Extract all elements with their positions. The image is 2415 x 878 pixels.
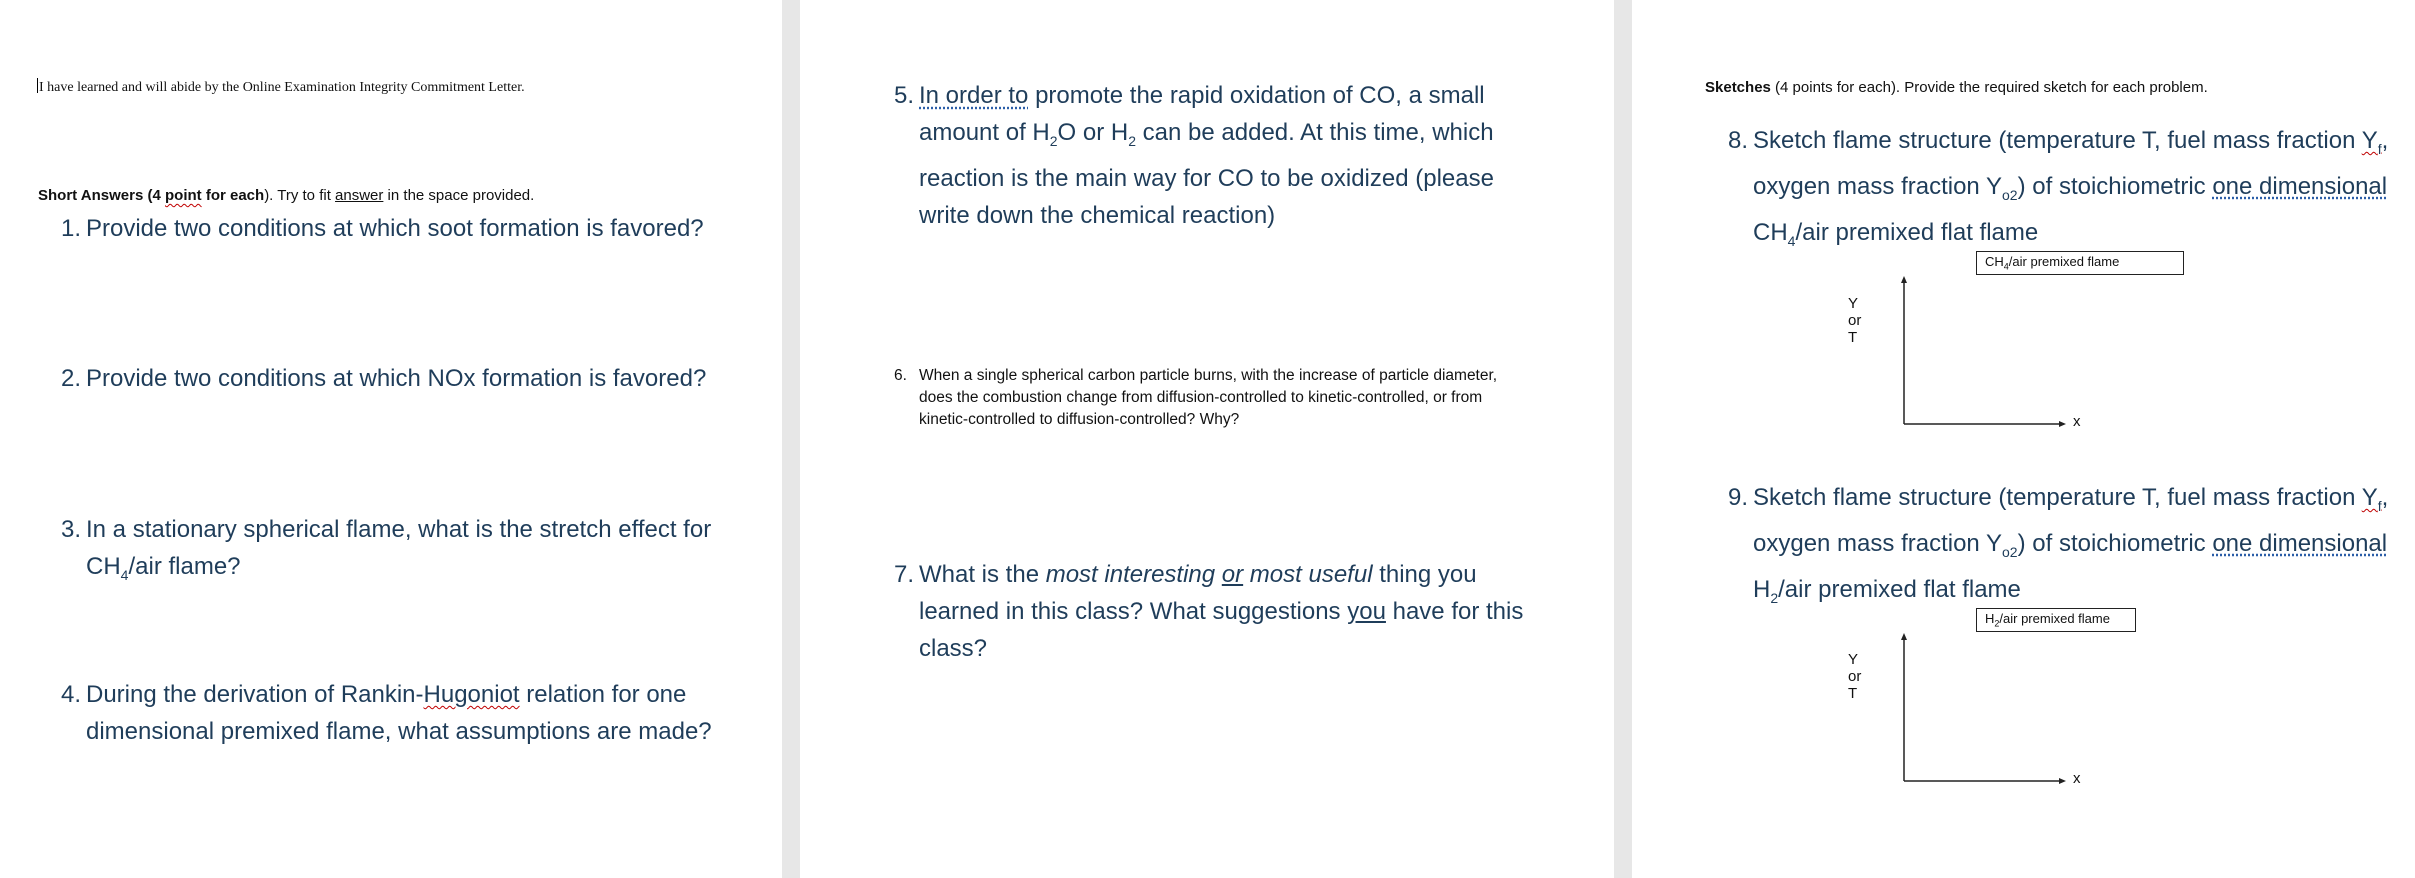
sketch-caption: $H_2$/air premixed flame xyxy=(1976,608,2136,632)
y-axis-label: Y or T xyxy=(1848,651,1862,702)
question-4: 4. During the derivation of Rankin-Hugoniot relation for one dimensional premixed flame, what assumptions are made? xyxy=(61,681,712,745)
question-5: 5. In order to promote the rapid oxidation of CO, a small amount of $H_2O$ or $H_2$ can be added. At this time, which reaction is the main way for CO to be oxidized (please write down the chemical reaction) xyxy=(894,82,1494,229)
question-1: 1. Provide two conditions at which soot formation is favored? xyxy=(61,215,704,242)
text-cursor xyxy=(37,78,38,93)
x-axis-label: x xyxy=(2073,770,2081,787)
x-axis-label: x xyxy=(2073,413,2081,430)
question-6: 6. When a single spherical carbon particle burns, with the increase of particle diameter, does the combustion change from diffusion-controlled to kinetic-controlled, or from kinetic-controlled to diffusion-controlled? Why? xyxy=(894,367,1498,428)
question-3: 3. In a stationary spherical flame, what is the stretch effect for $CH_4$/air flame? xyxy=(61,516,712,583)
document-page-3 xyxy=(1632,0,2415,878)
question-9: 9. Sketch flame structure (temperature T, fuel mass fraction $Y_f$, oxygen mass fraction $Y_{o2}$) of stoichiometric one dimensional $H_2$/air premixed flat flame xyxy=(1728,484,2389,606)
integrity-statement: I have learned and will abide by the Online Examination Integrity Commitment Letter. xyxy=(39,80,525,95)
sketch-caption: $CH_4$/air premixed flame xyxy=(1976,251,2184,275)
document-page-2 xyxy=(800,0,1614,878)
question-8: 8. Sketch flame structure (temperature T, fuel mass fraction $Y_f$, oxygen mass fraction $Y_{o2}$) of stoichiometric one dimensional $CH_4$/air premixed flat flame xyxy=(1728,127,2389,249)
short-answers-heading: Short Answers (4 point for each). Try to fit answer in the space provided. xyxy=(38,187,535,204)
document-page-1 xyxy=(0,0,782,878)
question-2: 2. Provide two conditions at which NOx formation is favored? xyxy=(61,365,707,392)
y-axis-label: Y or T xyxy=(1848,295,1862,346)
axes-graphic xyxy=(1900,633,2070,793)
axes-graphic xyxy=(1900,276,2070,436)
question-7: 7. What is the most interesting or most useful thing you learned in this class? What suggestions you have for this class? xyxy=(894,561,1524,662)
sketches-heading: Sketches (4 points for each). Provide the required sketch for each problem. xyxy=(1705,79,2208,96)
